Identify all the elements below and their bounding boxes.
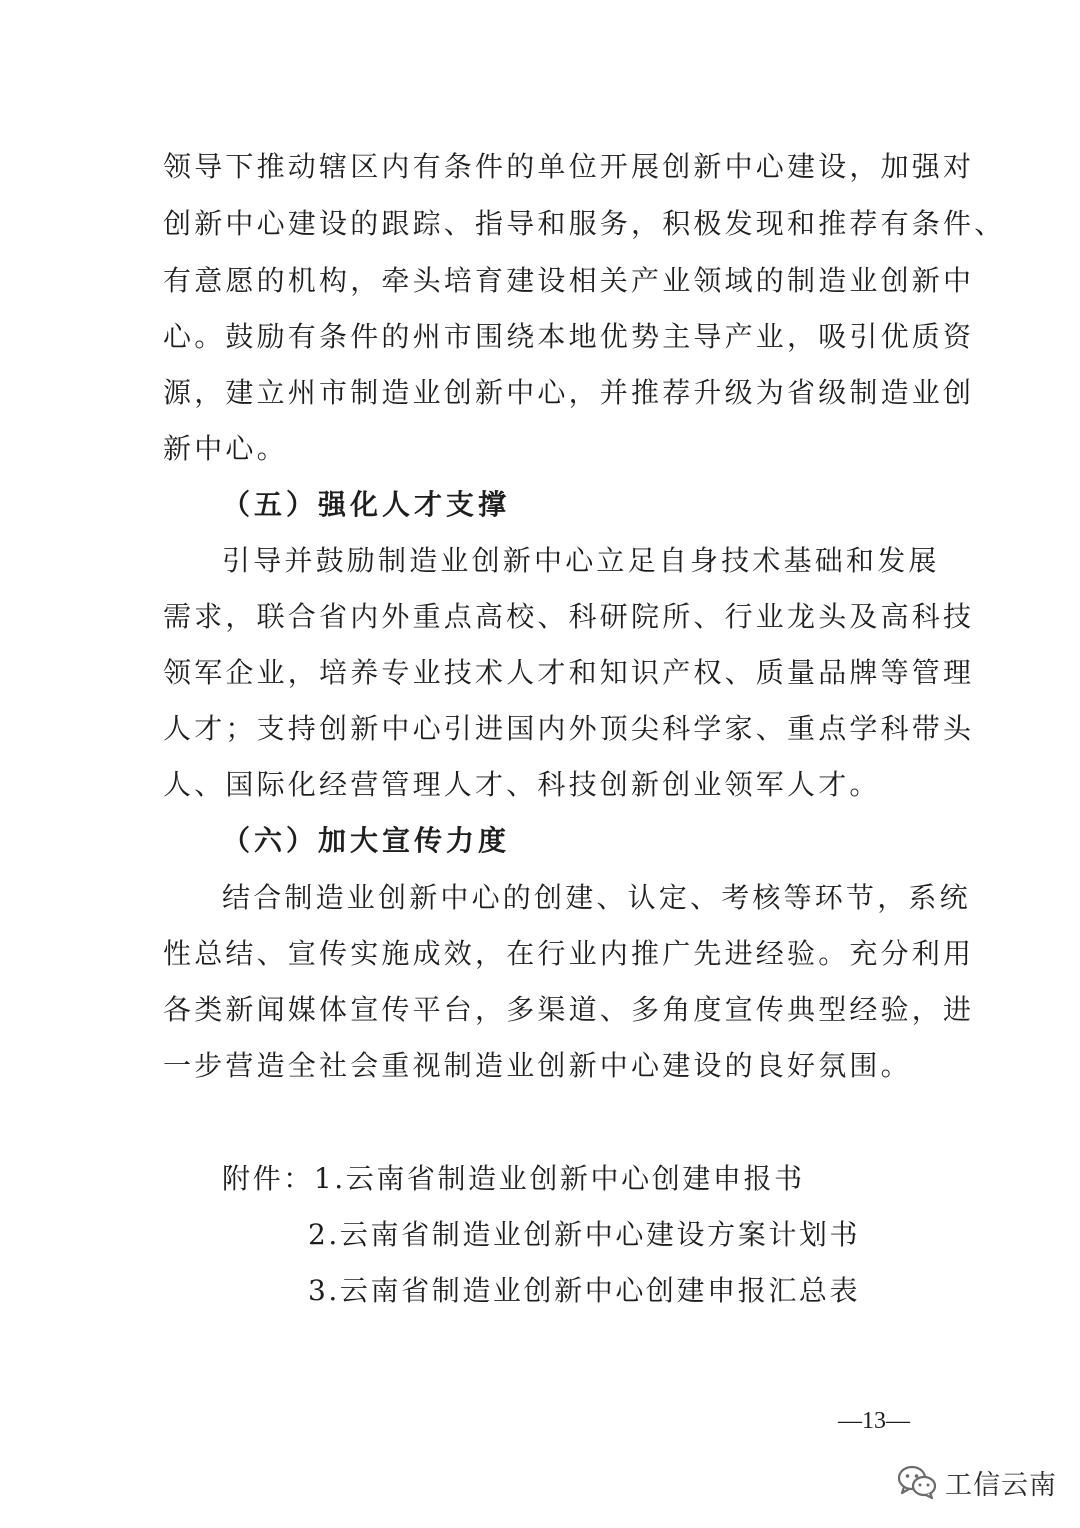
section6-line: 结合制造业创新中心的创建、认定、考核等环节，系统 <box>222 881 971 914</box>
body-line: 新中心。 <box>163 432 288 465</box>
body-line: 源，建立州市制造业创新中心，并推荐升级为省级制造业创 <box>163 376 975 409</box>
wechat-icon <box>897 1464 937 1500</box>
section5-line: 领军企业，培养专业技术人才和知识产权、质量品牌等管理 <box>163 656 975 689</box>
body-line: 心。鼓励有条件的州市围绕本地优势主导产业，吸引优质资 <box>163 320 975 353</box>
section5-line: 需求，联合省内外重点高校、科研院所、行业龙头及高科技 <box>163 600 975 633</box>
attachment-item: 1.云南省制造业创新中心创建申报书 <box>313 1162 805 1195</box>
body-line: 有意愿的机构，牵头培育建设相关产业领域的制造业创新中 <box>163 264 975 297</box>
attachments-list <box>222 1150 982 1207</box>
section5-line: 引导并鼓励制造业创新中心立足自身技术基础和发展 <box>222 544 940 577</box>
section6-line: 性总结、宣传实施成效，在行业内推广先进经验。充分利用 <box>163 937 975 970</box>
section-heading-6: （六）加大宣传力度 <box>222 824 511 857</box>
body-line: 创新中心建设的跟踪、指导和服务，积极发现和推荐有条件、 <box>163 207 1006 240</box>
page-number: —13— <box>838 1408 910 1434</box>
attachment-item: 2.云南省制造业创新中心建设方案计划书 <box>308 1218 861 1251</box>
source-watermark <box>897 1460 1057 1504</box>
section-heading-5: （五）强化人才支撑 <box>222 488 511 521</box>
body-line: 领导下推动辖区内有条件的单位开展创新中心建设，加强对 <box>163 150 975 183</box>
section5-line: 人、国际化经营管理人才、科技创新创业领军人才。 <box>163 768 881 801</box>
attachments-label: 附件： <box>222 1162 314 1195</box>
section5-line: 人才；支持创新中心引进国内外顶尖科学家、重点学科带头 <box>163 712 975 745</box>
watermark-text: 工信云南 <box>945 1469 1057 1501</box>
section6-line: 各类新闻媒体宣传平台，多渠道、多角度宣传典型经验，进 <box>163 993 975 1026</box>
attachment-item: 3.云南省制造业创新中心创建申报汇总表 <box>308 1274 861 1307</box>
section6-line: 一步营造全社会重视制造业创新中心建设的良好氛围。 <box>163 1049 912 1082</box>
